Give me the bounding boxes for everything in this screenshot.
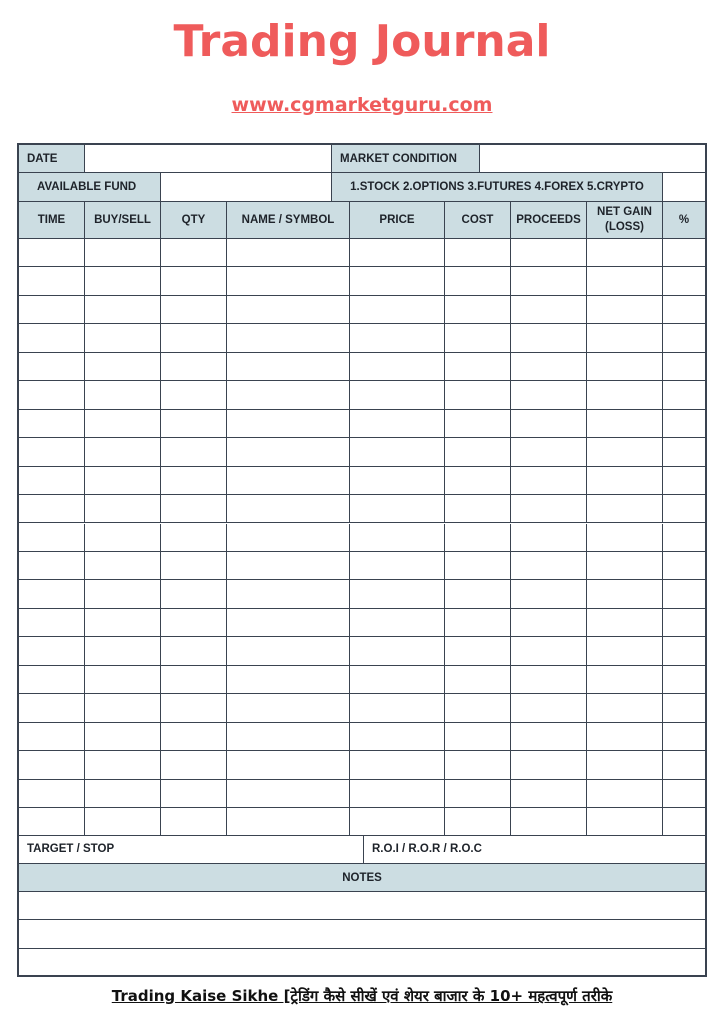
entry-cell[interactable] <box>227 381 350 409</box>
entry-cell[interactable] <box>663 495 705 523</box>
entry-cell[interactable] <box>161 267 227 295</box>
available-fund-field[interactable] <box>161 173 332 202</box>
entry-cell[interactable] <box>350 580 445 608</box>
entry-cell[interactable] <box>19 694 85 722</box>
entry-cell[interactable] <box>511 495 587 523</box>
entry-cell[interactable] <box>445 552 511 580</box>
entry-cell[interactable] <box>350 637 445 665</box>
entry-cell[interactable] <box>350 723 445 751</box>
date-field[interactable] <box>85 145 332 173</box>
entry-cell[interactable] <box>511 438 587 466</box>
entry-cell[interactable] <box>161 410 227 438</box>
entry-cell[interactable] <box>511 524 587 552</box>
entry-cell[interactable] <box>227 353 350 381</box>
entry-cell[interactable] <box>663 296 705 324</box>
market-options-label: 1.STOCK 2.OPTIONS 3.FUTURES 4.FOREX 5.CRYPTO <box>332 173 663 202</box>
entry-cell[interactable] <box>350 495 445 523</box>
entry-cell[interactable] <box>85 524 161 552</box>
entry-cell[interactable] <box>587 296 663 324</box>
entry-cell[interactable] <box>161 353 227 381</box>
entry-cell[interactable] <box>85 580 161 608</box>
entry-cell[interactable] <box>19 495 85 523</box>
entry-cell[interactable] <box>511 296 587 324</box>
entry-cell[interactable] <box>85 666 161 694</box>
entry-cell[interactable] <box>445 524 511 552</box>
entry-cell[interactable] <box>85 495 161 523</box>
entry-cell[interactable] <box>85 353 161 381</box>
entry-cell[interactable] <box>19 751 85 779</box>
entry-cell[interactable] <box>85 609 161 637</box>
entry-cell[interactable] <box>227 609 350 637</box>
entry-cell[interactable] <box>85 552 161 580</box>
entry-cell[interactable] <box>587 467 663 495</box>
entry-cell[interactable] <box>511 381 587 409</box>
entry-cell[interactable] <box>227 552 350 580</box>
entry-cell[interactable] <box>161 580 227 608</box>
entry-cell[interactable] <box>445 694 511 722</box>
entry-cell[interactable] <box>161 637 227 665</box>
entry-cell[interactable] <box>227 524 350 552</box>
entry-cell[interactable] <box>663 438 705 466</box>
market-option-field[interactable] <box>663 173 705 202</box>
entry-cell[interactable] <box>19 296 85 324</box>
entry-cell[interactable] <box>227 438 350 466</box>
market-condition-label: MARKET CONDITION <box>332 145 480 173</box>
entry-cell[interactable] <box>663 808 705 836</box>
available-fund-label: AVAILABLE FUND <box>19 173 161 202</box>
date-label: DATE <box>19 145 85 173</box>
entry-cell[interactable] <box>511 694 587 722</box>
entry-cell[interactable] <box>350 751 445 779</box>
entry-cell[interactable] <box>511 552 587 580</box>
entry-cell[interactable] <box>587 267 663 295</box>
entry-cell[interactable] <box>227 410 350 438</box>
entry-cell[interactable] <box>663 580 705 608</box>
entry-cell[interactable] <box>445 580 511 608</box>
entry-cell[interactable] <box>19 637 85 665</box>
entry-cell[interactable] <box>85 808 161 836</box>
entry-cell[interactable] <box>511 723 587 751</box>
column-header: COST <box>445 202 511 239</box>
column-header: PROCEEDS <box>511 202 587 239</box>
entry-cell[interactable] <box>350 353 445 381</box>
entry-cell[interactable] <box>85 239 161 267</box>
entry-cell[interactable] <box>350 552 445 580</box>
entry-cell[interactable] <box>663 694 705 722</box>
entry-cell[interactable] <box>85 324 161 352</box>
entry-cell[interactable] <box>445 353 511 381</box>
roi-label: R.O.I / R.O.R / R.O.C <box>364 835 705 864</box>
notes-line[interactable] <box>19 949 705 977</box>
entry-cell[interactable] <box>161 438 227 466</box>
column-header: % <box>663 202 705 239</box>
entry-cell[interactable] <box>161 666 227 694</box>
entry-cell[interactable] <box>85 381 161 409</box>
entry-cell[interactable] <box>85 637 161 665</box>
entry-cell[interactable] <box>663 723 705 751</box>
entry-cell[interactable] <box>19 552 85 580</box>
notes-line[interactable] <box>19 920 705 948</box>
entry-cell[interactable] <box>445 267 511 295</box>
entry-cell[interactable] <box>19 723 85 751</box>
entry-cell[interactable] <box>587 353 663 381</box>
entry-cell[interactable] <box>19 381 85 409</box>
entry-cell[interactable] <box>85 438 161 466</box>
entry-cell[interactable] <box>445 324 511 352</box>
entry-cell[interactable] <box>663 267 705 295</box>
entry-cell[interactable] <box>511 267 587 295</box>
entry-cell[interactable] <box>85 751 161 779</box>
entry-cell[interactable] <box>511 580 587 608</box>
entry-cell[interactable] <box>587 666 663 694</box>
entry-cell[interactable] <box>511 637 587 665</box>
entry-cell[interactable] <box>445 666 511 694</box>
entry-cell[interactable] <box>587 552 663 580</box>
entry-cell[interactable] <box>227 637 350 665</box>
entry-cell[interactable] <box>445 808 511 836</box>
entry-cell[interactable] <box>227 780 350 808</box>
entry-cell[interactable] <box>445 609 511 637</box>
entry-cell[interactable] <box>85 410 161 438</box>
column-header: NAME / SYMBOL <box>227 202 350 239</box>
entry-cell[interactable] <box>663 324 705 352</box>
entry-cell[interactable] <box>85 267 161 295</box>
entry-cell[interactable] <box>161 324 227 352</box>
entry-cell[interactable] <box>663 410 705 438</box>
entry-cell[interactable] <box>587 694 663 722</box>
entry-cell[interactable] <box>663 637 705 665</box>
entry-cell[interactable] <box>445 495 511 523</box>
entry-cell[interactable] <box>445 751 511 779</box>
target-stop-label: TARGET / STOP <box>19 835 364 864</box>
entry-cell[interactable] <box>227 239 350 267</box>
entry-cell[interactable] <box>663 381 705 409</box>
entry-cell[interactable] <box>663 751 705 779</box>
entry-cell[interactable] <box>161 723 227 751</box>
entry-cell[interactable] <box>445 467 511 495</box>
entry-cell[interactable] <box>161 808 227 836</box>
entry-cell[interactable] <box>445 410 511 438</box>
entry-cell[interactable] <box>19 410 85 438</box>
entry-cell[interactable] <box>161 381 227 409</box>
entry-cell[interactable] <box>161 552 227 580</box>
entry-cell[interactable] <box>350 239 445 267</box>
entry-cell[interactable] <box>227 666 350 694</box>
entry-cell[interactable] <box>587 751 663 779</box>
entry-cell[interactable] <box>19 780 85 808</box>
entry-cell[interactable] <box>19 666 85 694</box>
entry-cell[interactable] <box>445 637 511 665</box>
entry-cell[interactable] <box>445 438 511 466</box>
entry-cell[interactable] <box>350 609 445 637</box>
entry-cell[interactable] <box>161 609 227 637</box>
entry-cell[interactable] <box>19 524 85 552</box>
entry-cell[interactable] <box>350 666 445 694</box>
entry-cell[interactable] <box>587 609 663 637</box>
column-header: QTY <box>161 202 227 239</box>
entry-cell[interactable] <box>663 467 705 495</box>
entry-cell[interactable] <box>161 495 227 523</box>
entry-cell[interactable] <box>587 780 663 808</box>
entry-cell[interactable] <box>350 296 445 324</box>
entry-cell[interactable] <box>587 381 663 409</box>
entry-cell[interactable] <box>350 324 445 352</box>
entry-cell[interactable] <box>511 780 587 808</box>
entry-cell[interactable] <box>161 296 227 324</box>
entry-cell[interactable] <box>445 723 511 751</box>
entry-cell[interactable] <box>161 694 227 722</box>
entry-cell[interactable] <box>19 353 85 381</box>
entry-cell[interactable] <box>663 609 705 637</box>
entry-cell[interactable] <box>85 694 161 722</box>
entry-cell[interactable] <box>350 438 445 466</box>
entry-cell[interactable] <box>663 239 705 267</box>
entry-cell[interactable] <box>511 353 587 381</box>
entry-cell[interactable] <box>227 296 350 324</box>
entry-cell[interactable] <box>350 808 445 836</box>
entry-cell[interactable] <box>511 609 587 637</box>
column-header: NET GAIN (LOSS) <box>587 202 663 239</box>
entry-cell[interactable] <box>227 267 350 295</box>
entry-cell[interactable] <box>19 239 85 267</box>
entry-cell[interactable] <box>511 666 587 694</box>
entry-cell[interactable] <box>227 580 350 608</box>
entry-cell[interactable] <box>511 751 587 779</box>
entry-cell[interactable] <box>161 239 227 267</box>
entry-cell[interactable] <box>350 780 445 808</box>
entry-cell[interactable] <box>350 410 445 438</box>
page-title: Trading Journal <box>173 16 551 67</box>
entry-cell[interactable] <box>663 524 705 552</box>
entry-cell[interactable] <box>161 467 227 495</box>
entry-cell[interactable] <box>511 467 587 495</box>
entry-cell[interactable] <box>85 780 161 808</box>
entry-cell[interactable] <box>19 580 85 608</box>
entry-cell[interactable] <box>511 410 587 438</box>
entry-cell[interactable] <box>445 780 511 808</box>
entry-cell[interactable] <box>511 808 587 836</box>
entry-cell[interactable] <box>587 524 663 552</box>
entry-cell[interactable] <box>19 609 85 637</box>
article-link[interactable]: Trading Kaise Sikhe [ट्रेडिंग कैसे सीखें एवं शेयर बाजार के 10+ महत्वपूर्ण तरीके <box>111 987 613 1005</box>
entry-cell[interactable] <box>663 666 705 694</box>
entry-cell[interactable] <box>350 694 445 722</box>
entry-cell[interactable] <box>161 524 227 552</box>
entry-cell[interactable] <box>85 723 161 751</box>
entry-cell[interactable] <box>19 324 85 352</box>
entry-cell[interactable] <box>587 410 663 438</box>
entry-cell[interactable] <box>227 723 350 751</box>
entry-cell[interactable] <box>587 324 663 352</box>
entry-cell[interactable] <box>350 267 445 295</box>
entry-cell[interactable] <box>587 239 663 267</box>
entry-cell[interactable] <box>587 495 663 523</box>
entry-cell[interactable] <box>227 694 350 722</box>
entry-cell[interactable] <box>19 808 85 836</box>
entry-cell[interactable] <box>85 296 161 324</box>
entry-cell[interactable] <box>350 524 445 552</box>
entry-cell[interactable] <box>227 467 350 495</box>
notes-label: NOTES <box>19 864 705 892</box>
entry-cell[interactable] <box>19 467 85 495</box>
entry-cell[interactable] <box>445 296 511 324</box>
trading-journal-form <box>17 143 707 977</box>
entry-cell[interactable] <box>587 723 663 751</box>
entry-cell[interactable] <box>19 267 85 295</box>
entry-cell[interactable] <box>445 381 511 409</box>
entry-cell[interactable] <box>227 495 350 523</box>
entry-cell[interactable] <box>587 808 663 836</box>
column-header: BUY/SELL <box>85 202 161 239</box>
entry-cell[interactable] <box>511 239 587 267</box>
entry-cell[interactable] <box>161 751 227 779</box>
notes-line[interactable] <box>19 892 705 920</box>
entry-cell[interactable] <box>663 353 705 381</box>
entry-cell[interactable] <box>227 324 350 352</box>
entry-cell[interactable] <box>227 808 350 836</box>
website-link[interactable]: www.cgmarketguru.com <box>231 94 493 116</box>
entry-cell[interactable] <box>663 552 705 580</box>
entry-cell[interactable] <box>587 438 663 466</box>
entry-cell[interactable] <box>445 239 511 267</box>
entry-cell[interactable] <box>587 580 663 608</box>
entry-cell[interactable] <box>663 780 705 808</box>
entry-cell[interactable] <box>511 324 587 352</box>
entry-cell[interactable] <box>350 381 445 409</box>
entry-cell[interactable] <box>587 637 663 665</box>
entry-cell[interactable] <box>227 751 350 779</box>
market-condition-field[interactable] <box>480 145 705 173</box>
column-header: PRICE <box>350 202 445 239</box>
entry-cell[interactable] <box>161 780 227 808</box>
column-header: TIME <box>19 202 85 239</box>
entry-cell[interactable] <box>85 467 161 495</box>
entry-cell[interactable] <box>19 438 85 466</box>
entry-cell[interactable] <box>350 467 445 495</box>
